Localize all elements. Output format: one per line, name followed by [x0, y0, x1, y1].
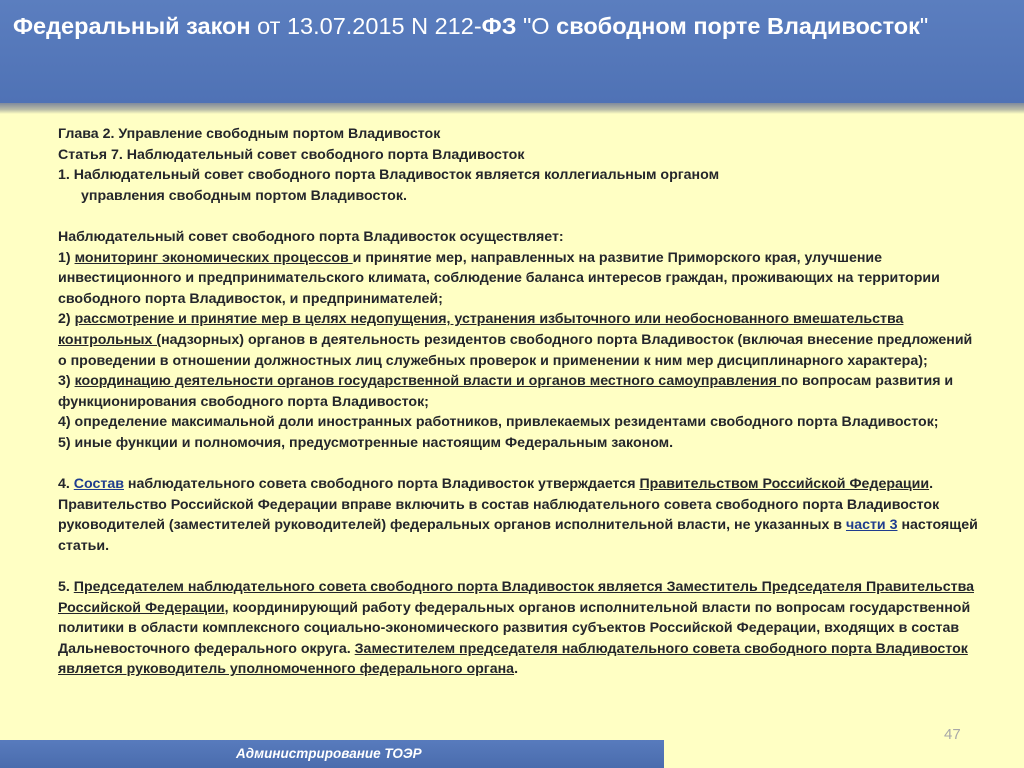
paragraph-4-text-1: наблюдательного совета свободного порта Владивосток утверждается	[123, 476, 640, 493]
chapter-heading: Глава 2. Управление свободным портом Владивосток	[58, 126, 441, 142]
paragraph-5-text: , координирующий работу федеральных органов исполнительной власти по вопросам государственной политики в области комплексного социально-экономического развития субъектов Российской Федерации, входящих в состав Дальневосточного федерального округа.	[58, 599, 971, 657]
title-part-law: Федеральный закон	[13, 13, 251, 39]
item-1-line-2: управления свободным портом Владивосток.	[81, 187, 407, 204]
function-3-prefix: 3)	[58, 373, 75, 390]
function-2-prefix: 2)	[58, 311, 75, 328]
paragraph-4-end: настоящей статьи.	[58, 517, 978, 554]
function-1-link[interactable]: мониторинг экономических процессов	[74, 249, 353, 266]
function-5: 5) иные функции и полномочия, предусмотренные настоящим Федеральным законом.	[58, 434, 674, 451]
sostav-link[interactable]: Состав	[73, 476, 124, 493]
function-1	[58, 248, 978, 310]
spacer	[58, 556, 978, 577]
title-part-name: свободном порте Владивосток	[556, 13, 920, 39]
paragraph-5	[58, 577, 978, 680]
title-part-date: от 13.07.2015 N 212-	[250, 13, 482, 39]
functions-intro: Наблюдательный совет свободного порта Владивосток осуществляет:	[58, 228, 564, 245]
title-part-fz: ФЗ	[481, 13, 517, 39]
part-3-link[interactable]: части 3	[845, 517, 898, 534]
page-number: 47	[944, 726, 961, 743]
article-heading: Статья 7. Наблюдательный совет свободного порта Владивосток	[58, 146, 525, 163]
function-2-link[interactable]: рассмотрение и принятие мер в целях недопущения, устранения избыточного или необоснованного вмешательства контрольных (	[58, 311, 904, 348]
function-3-text: по вопросам развития и функционирования свободного порта Владивосток;	[58, 373, 954, 410]
function-1-text: и принятие мер, направленных на развитие Приморского края, улучшение инвестиционного и предпринимательского климата, соблюдение баланса интересов граждан, проживающих на территории свободного порта Владивосток, и предпринимателей;	[58, 249, 940, 307]
chairman-link[interactable]: Председателем наблюдательного совета свободного порта Владивосток является Заместитель Председателя Правительства Российской Федерации	[58, 579, 974, 616]
function-4: 4) определение максимальной доли иностранных работников, привлекаемых резидентами свободного порта Владивосток;	[58, 414, 939, 431]
function-1-prefix: 1)	[58, 249, 75, 266]
function-3	[58, 371, 978, 412]
function-3-link[interactable]: координацию деятельности органов государственной власти и органов местного самоуправления	[74, 373, 781, 390]
slide-title	[13, 6, 1013, 46]
government-link[interactable]: Правительством Российской Федерации	[639, 476, 930, 493]
spacer	[58, 454, 978, 475]
spacer	[58, 206, 978, 227]
title-part-quote: "О	[516, 13, 557, 39]
footer-label: Администрирование ТОЭР	[236, 746, 422, 761]
slide-body	[58, 124, 978, 680]
function-2-text: надзорных) органов в деятельность резидентов свободного порта Владивосток (включая внесение предложений о проведении в отношении должностных лиц служебных проверок и применении к ним мер дисциплинарного характера);	[58, 331, 973, 369]
paragraph-5-end: .	[514, 661, 519, 678]
paragraph-5-prefix: 5.	[58, 579, 74, 596]
paragraph-4-text-2: . Правительство Российской Федерации вправе включить в состав наблюдательного совета свободного порта Владивосток руководителей (заместителей руководителей) федеральных органов исполнительной власти, не указанных в	[58, 476, 940, 534]
title-part-endquote: "	[919, 13, 929, 39]
item-1-line-1: 1. Наблюдательный совет свободного порта Владивосток является коллегиальным органом	[58, 167, 720, 184]
paragraph-4-prefix: 4.	[58, 476, 74, 493]
function-2	[58, 309, 978, 371]
paragraph-4	[58, 474, 978, 556]
deputy-chairman-link[interactable]: Заместителем председателя наблюдательного совета свободного порта Владивосток является руководитель уполномоченного федерального органа	[58, 640, 968, 678]
header-shadow	[0, 103, 1024, 114]
